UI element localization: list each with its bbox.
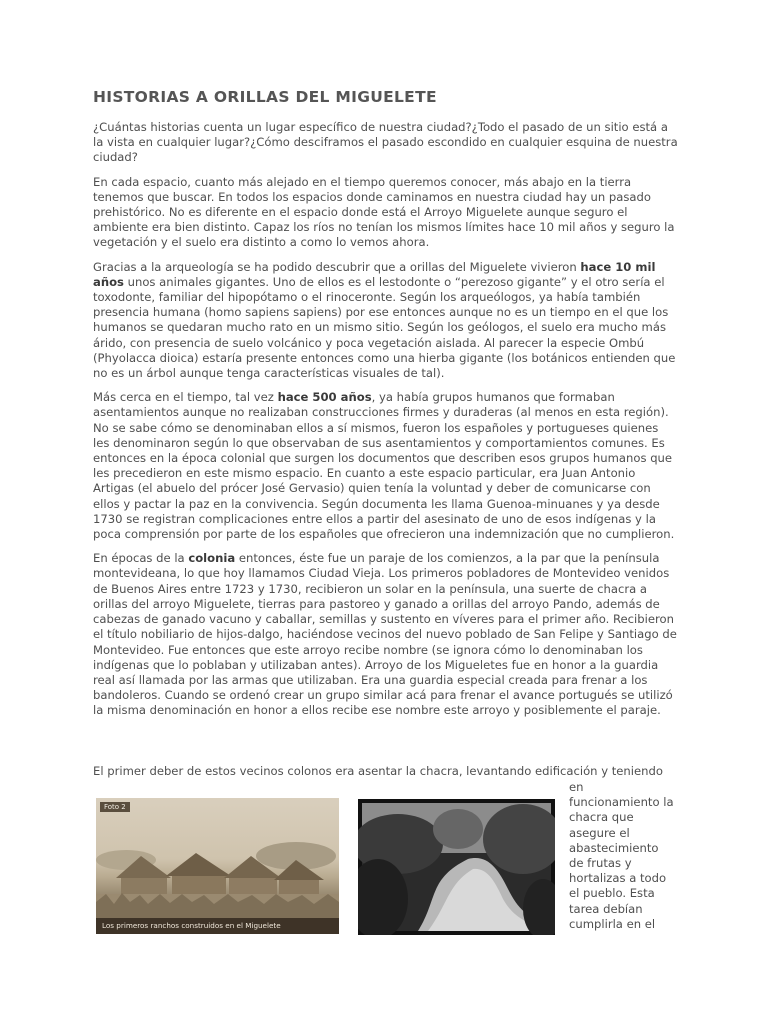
page-title: HISTORIAS A ORILLAS DEL MIGUELETE — [93, 88, 437, 106]
paragraph-2: En cada espacio, cuanto más alejado en el tiempo queremos conocer, más abajo en la tierra tenemos que buscar. En todos los espacios donde caminamos en nuestra ciudad hay un pasado prehistórico. No es diferente en el espacio donde está el Arroyo Miguelete aunque seguro el ambiente era bien distinto. Capaz los ríos no tenían los mismos límites hace 10 mil años y seguro la vegetación y el suelo era distinto a como lo vemos ahora. — [93, 174, 675, 250]
paragraph-3 — [93, 260, 678, 382]
text: Más cerca en el tiempo, tal vez — [93, 390, 278, 405]
text-line: en — [569, 780, 584, 794]
text-line: hortalizas a todo — [569, 871, 667, 886]
figure-row — [93, 764, 678, 944]
text: Gracias a la arqueología se ha podido descubrir que a orillas del Miguelete vivieron — [93, 259, 581, 274]
ranchos-illustration — [96, 798, 339, 934]
text: unos animales gigantes. Uno de ellos es el lestodonte o “perezoso gigante” y el otro sería el toxodonte, familiar del hipopótamo o el rinoceronte. Según los arqueólogos, ya había también presencia humana (homo sapiens sapiens) por ese entonces aunque no es un tiempo en el que los humanos se quedaran mucho rato en un mismo sitio. Según los geólogos, el suelo era mucho más árido, con presencia de suelo volcánico y poca vegetación aislada. Al parecer la especie Ombú (Phyolacca dioica) estaría presente entonces como una hierba gigante (los botánicos entienden que no es un árbol aunque tenga características visuales de tal). — [93, 274, 676, 381]
text-line: chacra que — [569, 810, 634, 825]
paragraph-4 — [93, 390, 678, 542]
paragraph-5 — [93, 551, 678, 718]
text-line: tarea debían — [569, 901, 643, 916]
text-line: el pueblo. Esta — [569, 886, 655, 901]
side-text — [569, 780, 679, 932]
highlight-text: colonia — [188, 551, 236, 566]
highlight-text: hace 10 mil años — [93, 259, 656, 289]
text-line: asegure el — [569, 825, 630, 840]
stream-photo — [358, 799, 555, 935]
text-line: cumplirla en el — [569, 916, 656, 931]
article — [93, 88, 678, 728]
highlight-text: hace 500 años — [277, 390, 372, 405]
paragraph-1: ¿Cuántas historias cuenta un lugar específico de nuestra ciudad?¿Todo el pasado de un sitio está a la vista en cualquier lugar?¿Cómo desciframos el pasado escondido en cualquier esquina de nuestra ciudad? — [93, 120, 678, 165]
paragraph-6-intro: El primer deber de estos vecinos colonos era asentar la chacra, levantando edificación y teniendo — [93, 764, 663, 778]
historic-photo-ranchos — [96, 798, 339, 934]
stream-illustration — [358, 799, 555, 935]
text: En épocas de la — [93, 551, 189, 566]
text: entonces, éste fue un paraje de los comienzos, a la par que la península montevideana, lo que hoy llamamos Ciudad Vieja. Los primeros pobladores de Montevideo venidos de Buenos Aires entre 1723 y 1730, recibieron un solar en la península, una suerte de chacra a orillas del arroyo Miguelete, tierras para pastoreo y ganado a orillas del arroyo Pando, además de cabezas de ganado vacuno y caballar, semillas y sustento en víveres para el primer año. Recibieron el título nobiliario de hijos-dalgo, haciéndose vecinos del nuevo poblado de San Felipe y Santiago de Montevideo. Fue entonces que este arroyo recibe nombre (se ignora cómo lo denominaban los indígenas que lo poblaban y utilizaban antes). Arroyo de los Migueletes fue en honor a la guardia real así llamada por las armas que utilizaban. Era una guardia especial creada para frenar a los bandoleros. Cuando se ordenó crear un grupo similar acá para frenar el avance portugués se utilizó la misma denominación en honor a ellos recibe ese nombre este arroyo y posiblemente el paraje. — [93, 551, 677, 718]
text-line: abastecimiento — [569, 840, 659, 855]
photo-caption: Los primeros ranchos construidos en el Miguelete — [96, 918, 339, 934]
text-line: funcionamiento la — [569, 795, 674, 810]
photo-tag: Foto 2 — [100, 802, 130, 812]
text: , ya había grupos humanos que formaban asentamientos aunque no realizaban construcciones firmes y duraderas (al menos en esta región). No se sabe cómo se denominaban ellos a sí mismos, fueron los españoles y portugueses quienes les denominaron según lo que observaban de sus asentamientos y comportamientos comunes. Es entonces en la época colonial que surgen los documentos que describen esos grupos humanos que les precedieron en este mismo espacio. En cuanto a este espacio particular, era Juan Antonio Artigas (el abuelo del prócer José Gervasio) quien tenía la voluntad y deber de comunicarse con ellos y pactar la paz en la convivencia. Según documenta les llama Guenoa-minuanes y ya desde 1730 se registran complicaciones entre ellos a partir del asesinato de uno de esos indígenas y la poca comprensión por parte de los españoles que ofrecieron una indemnización que no cumplieron. — [93, 390, 675, 542]
text-line: de frutas y — [569, 856, 632, 871]
